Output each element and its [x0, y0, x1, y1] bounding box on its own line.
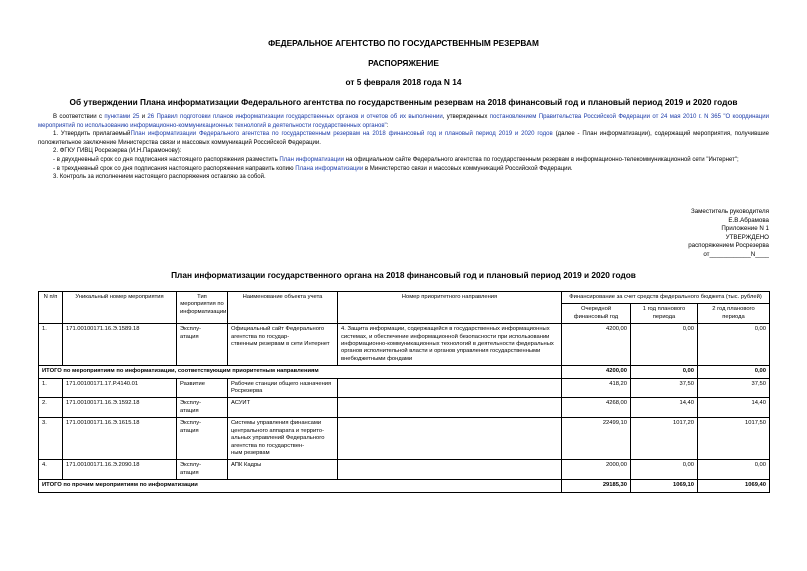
link-plan-send[interactable]: Плана информатизации [295, 165, 364, 172]
paragraph-send: - в трехдневный срок со дня подписания настоящего распоряжения направить копию Плана информатизации в Министерство связи и массовых коммуникаций Российской Федерации. [53, 165, 573, 172]
table-row: 3. 171.00100171.16.Э.1615.18 Эксплу- атация Системы управления финансами центрального аппарата и террито- альных управлений Федерального агентства по государствен- ным резервам 22499,10 1017,20 1017,50 [39, 418, 770, 460]
link-plan-publish[interactable]: План информатизации [279, 156, 344, 163]
document-title: Об утверждении Плана информатизации Федерального агентства по государственным резервам на 2018 финансовый год и плановый период 2019 и 2020 годов [69, 97, 738, 107]
header-object: Наименование объекта учета [228, 292, 338, 324]
paragraph-approve: 1. Утвердить прилагаемыйПлан информатизации Федерального агентства по государственным резервам на 2018 финансовый год и плановый период 2019 и 2020 годов (далее - План информатизации), содержащий мероприятия, получившие положительное заключение Министерства связи и массовых коммуникаций Российской Федерации. [38, 131, 769, 146]
agency-name: ФЕДЕРАЛЬНОЕ АГЕНТСТВО ПО ГОСУДАРСТВЕННЫМ РЕЗЕРВАМ [268, 38, 539, 48]
total-priority-row: ИТОГО по мероприятиям по информатизации, соответствующим приоритетным направлениям 4200,00 0,00 0,00 [39, 366, 770, 378]
header-year-1: 1 год планового периода [631, 304, 698, 324]
total-other-row: ИТОГО по прочим мероприятиям по информатизации 29185,30 1069,10 1069,40 [39, 480, 770, 492]
table-row: 1. 171.00100171.17.Р.4140.01 Развитие Рабочие станции общего назначения Росрезерва 418,20 37,50 37,50 [39, 378, 770, 398]
approved-by: распоряжением Росрезерва [688, 242, 769, 250]
link-item-25[interactable]: пунктами 25 [104, 114, 140, 120]
signer-name: Е.В.Абрамова [728, 216, 769, 224]
table-row: 4. 171.00100171.16.Э.2090.18 Эксплу- атация АПК Кадры 2000,00 0,00 0,00 [39, 460, 770, 480]
paragraph-basis: В соответствии с пунктами 25 и 26 Правил подготовки планов информатизации государственных органов и отчетов об их выполнении, утвержденных постановлением Правительства Российской Федерации от 24 мая 2010 г. N 365 "О координации мероприятий по использованию информационно-коммуникационных технологий в деятельности государственных органов": [38, 114, 770, 129]
header-direction: Номер приоритетного направления [338, 292, 562, 324]
header-funding: Финансирование за счет средств федерального бюджета (тыс. рублей) [562, 292, 770, 304]
link-rules[interactable]: Правил подготовки планов информатизации государственных органов и отчетов об их выполнении [156, 114, 443, 120]
document-body [38, 113, 769, 182]
table-header-row [39, 292, 770, 304]
header-type: Тип мероприятия по информатизации [177, 292, 228, 324]
approved-label: УТВЕРЖДЕНО [725, 233, 769, 241]
signer-position: Заместитель руководителя [690, 208, 769, 215]
document-type: РАСПОРЯЖЕНИЕ [368, 58, 439, 68]
plan-title: План информатизации государственного органа на 2018 финансовый год и плановый период 2019 и 2020 годов [171, 270, 636, 280]
header-year-0: Очередной финансовый год [562, 304, 631, 324]
header-id: Уникальный номер мероприятия [63, 292, 177, 324]
approved-date-line: от____________N____ [703, 250, 769, 258]
document-date-number: от 5 февраля 2018 года N 14 [345, 77, 462, 87]
paragraph-control: 3. Контроль за исполнением настоящего распоряжения оставляю за собой. [53, 174, 266, 181]
signature-block [688, 208, 769, 260]
plan-table [38, 291, 770, 493]
header-num: N п/п [39, 292, 63, 324]
table-row: 2. 171.00100171.16.Э.1592.18 Эксплу- атация АСУИТ 4268,00 14,40 14,40 [39, 398, 770, 418]
link-item-26[interactable]: 26 [147, 114, 155, 120]
link-plan[interactable]: План информатизации Федерального агентства по государственным резервам на 2018 финансовый год и плановый период 2019 и 2020 годов [130, 131, 553, 138]
paragraph-point-2: 2. ФГКУ ГИВЦ Росрезерва (И.Н.Парамонову): [53, 148, 182, 155]
header-year-2: 2 год планового периода [698, 304, 770, 324]
table-row: 1. 171.00100171.16.Э.1589.18 Эксплу- атация Официальный сайт Федерального агентства по государ- ственным резервам в сети Интернет 4. Защита информации, содержащейся в государственных информационных системах, и обеспечение информационной безопасности при использовании информационно-коммуникационных технологий в деятельности федеральных органов исполнительной власти и органов управления государственными внебюджетными фондами 4200,00 0,00 0,00 [39, 324, 770, 366]
paragraph-publish: - в двухдневный срок со дня подписания настоящего распоряжения разместить План информатизации на официальном сайте Федерального агентства по государственным резервам в информационно-телекоммуникационной сети "Интернет"; [53, 156, 739, 163]
appendix-label: Приложение N 1 [721, 225, 769, 233]
link-resolution[interactable]: постановлением Правительства Российской Федерации от 24 мая 2010 г. N 365 "О координации мероприятий по использованию информационно-коммуникационных технологий в деятельности государственных органов" [38, 114, 770, 129]
